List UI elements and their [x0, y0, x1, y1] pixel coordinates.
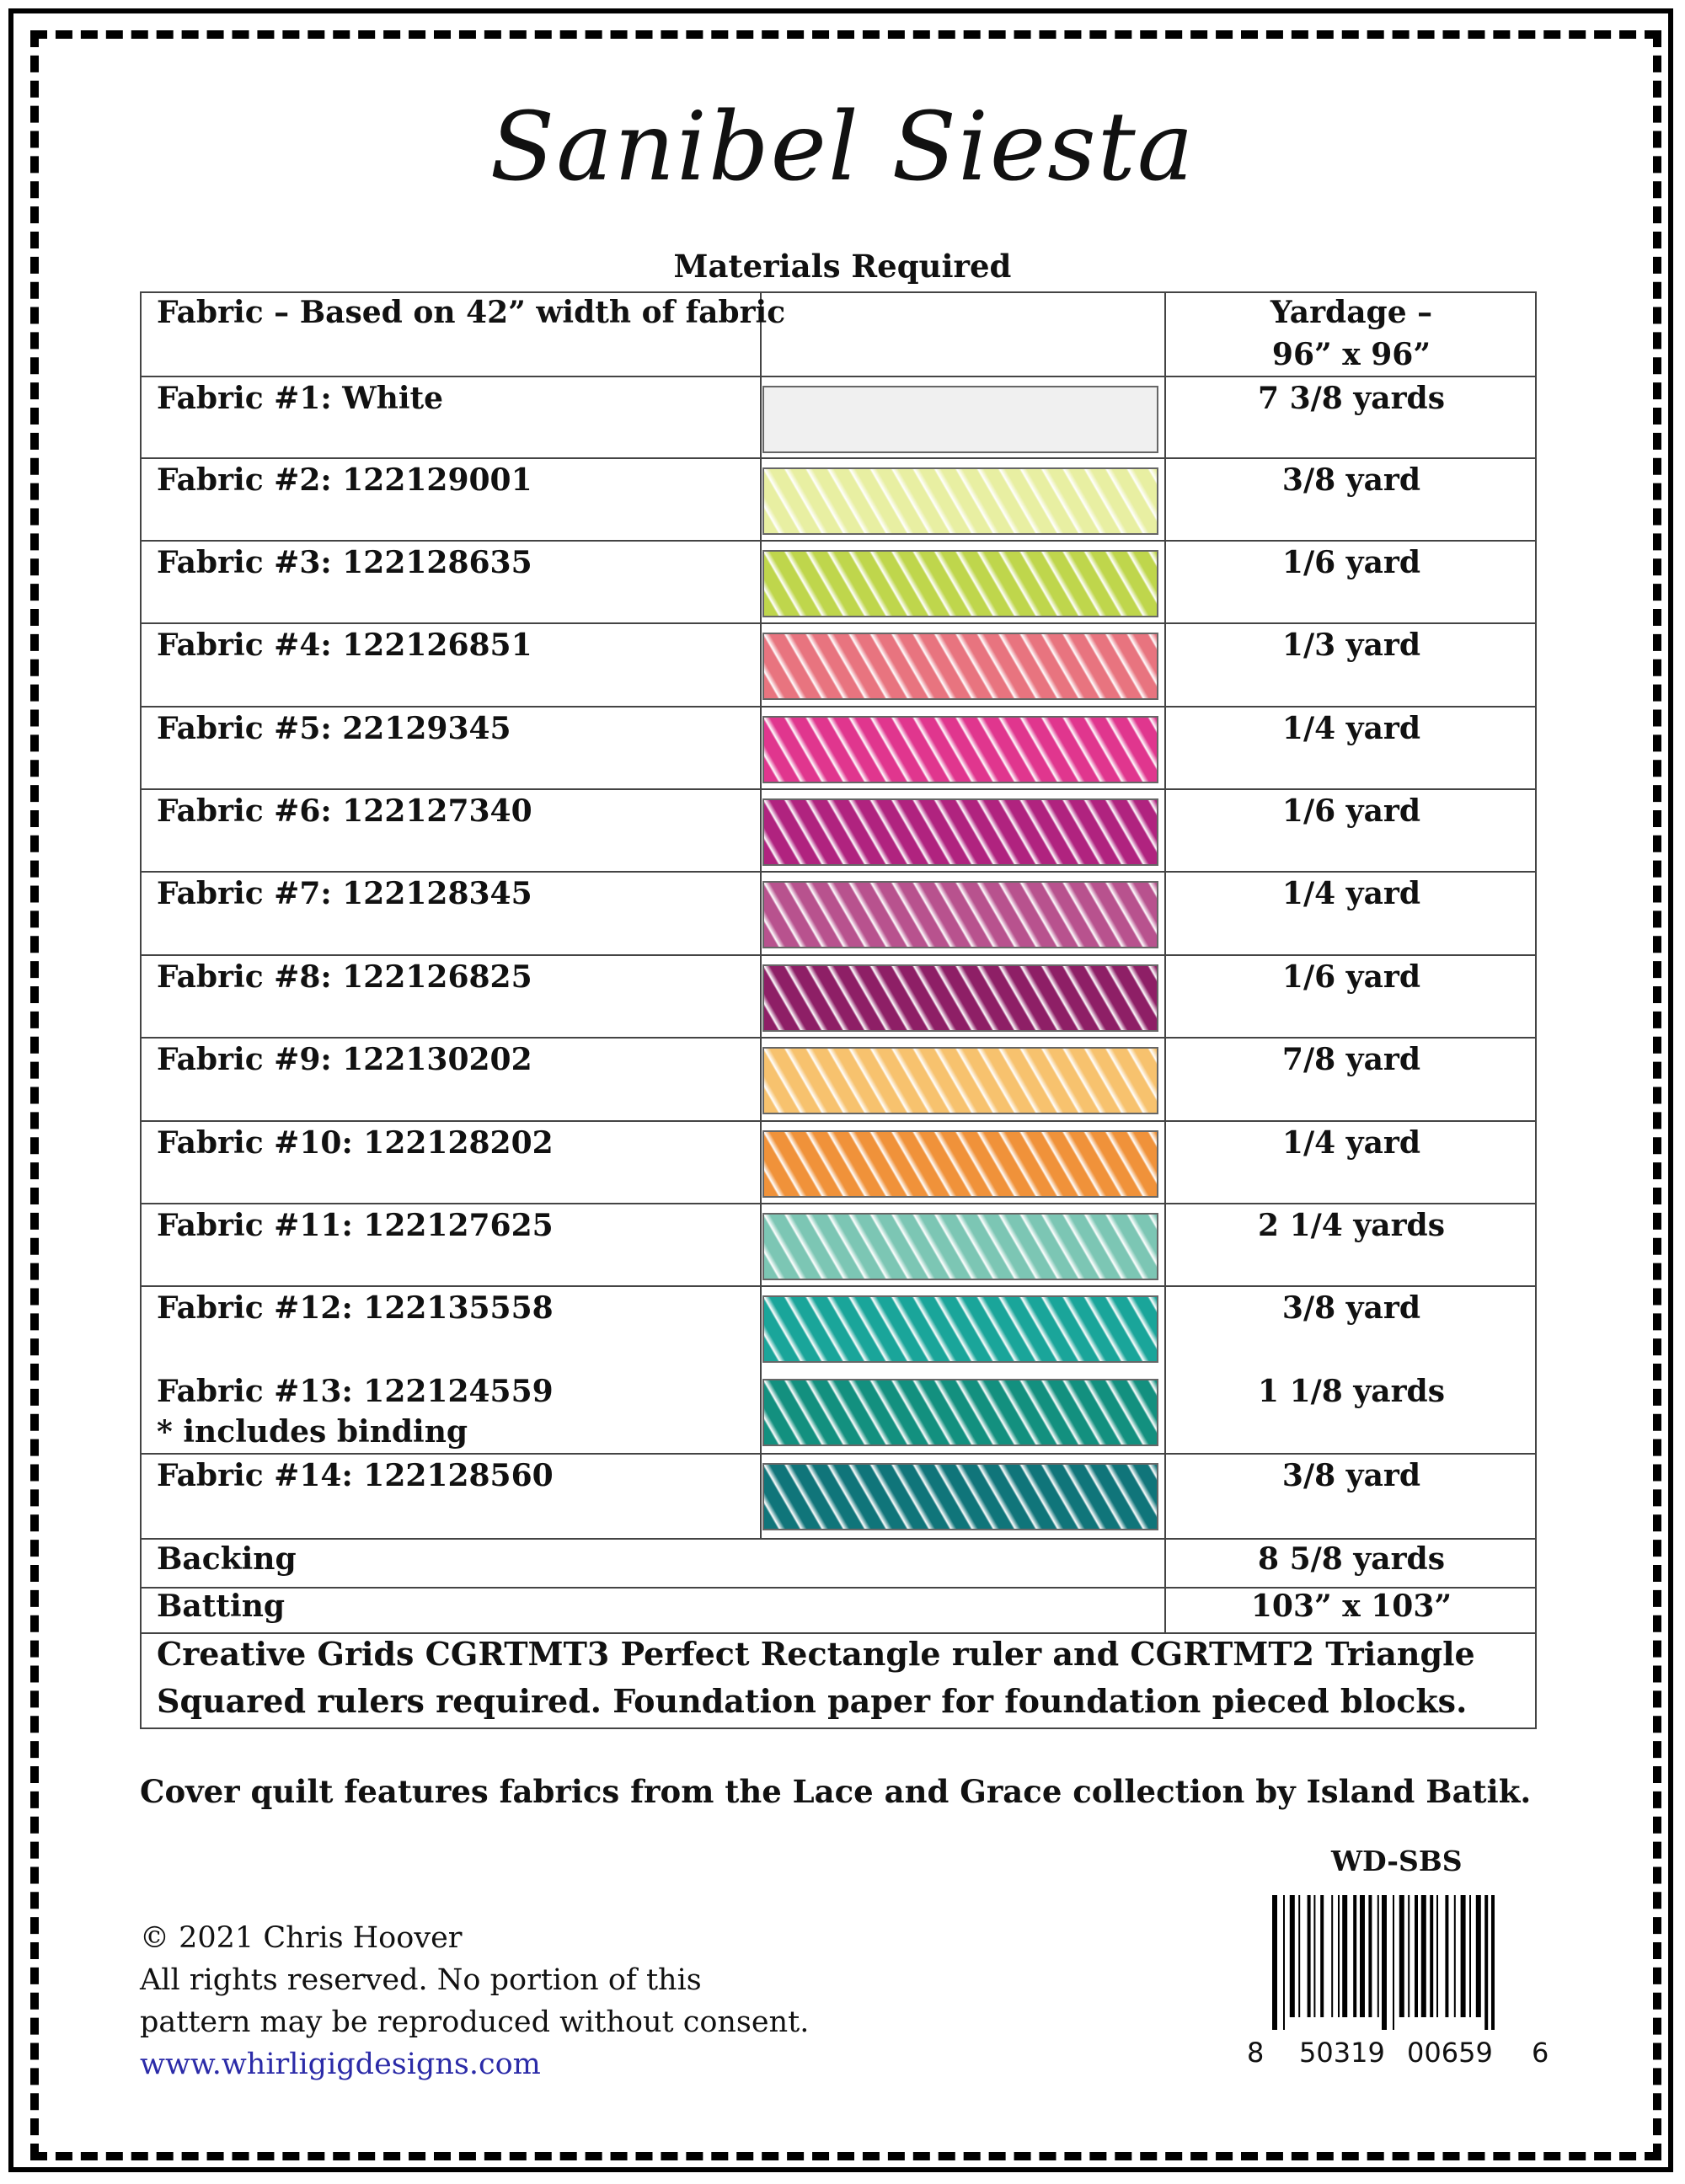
fabric-yardage: 1/4 yard — [1281, 711, 1421, 746]
page-title: Sanibel Siesta — [489, 93, 1196, 202]
barcode-bar — [1399, 1895, 1404, 2017]
fabric-label: Fabric #1: White — [157, 381, 444, 416]
table-rule — [140, 954, 1537, 956]
batting-label: Batting — [157, 1589, 286, 1624]
consent-line: pattern may be reproduced without consent. — [140, 2005, 810, 2039]
table-rule — [140, 1453, 1537, 1455]
fabric-yardage: 1/6 yard — [1281, 959, 1421, 995]
fabric-label: Fabric #8: 122126825 — [157, 959, 532, 995]
barcode-bar — [1415, 1895, 1418, 2017]
barcode-bar — [1461, 1895, 1466, 2017]
fabric-label: Fabric #10: 122128202 — [157, 1125, 554, 1161]
barcode-bar — [1272, 1895, 1277, 2030]
fabric-yardage: 3/8 yard — [1281, 1458, 1421, 1493]
fabric-yardage: 3/8 yard — [1281, 1290, 1421, 1326]
fabric-swatch — [762, 964, 1158, 1032]
fabric-label: Fabric #12: 122135558 — [157, 1290, 554, 1326]
barcode-bar — [1430, 1895, 1433, 2017]
barcode-bar — [1421, 1895, 1426, 2017]
fabric-swatch — [762, 881, 1158, 948]
fabric-label: Fabric #11: 122127625 — [157, 1208, 554, 1243]
barcode-bar — [1491, 1895, 1495, 2030]
barcode-bar — [1283, 1895, 1285, 2030]
table-rule — [140, 1285, 1537, 1287]
header-yardage-size: 96” x 96” — [1271, 337, 1431, 372]
barcode-bar — [1393, 1895, 1394, 2030]
barcode-bar — [1313, 1895, 1315, 2017]
barcode-bar — [1436, 1895, 1438, 2017]
backing-label: Backing — [157, 1541, 297, 1577]
table-divider — [760, 291, 762, 1540]
barcode-bar — [1445, 1895, 1448, 2017]
table-rule — [140, 622, 1537, 624]
barcode-bar — [1342, 1895, 1347, 2017]
barcode-bar — [1320, 1895, 1324, 2017]
table-rule — [140, 871, 1537, 873]
fabric-yardage: 7/8 yard — [1281, 1042, 1421, 1077]
barcode-bar — [1308, 1895, 1311, 2017]
cover-note: Cover quilt features fabrics from the Lace and Grace collection by Island Batik. — [140, 1773, 1532, 1810]
fabric-swatch — [762, 798, 1158, 866]
barcode-digit-last: 6 — [1532, 2037, 1549, 2069]
copyright-block — [140, 1917, 809, 2085]
copyright-line: © 2021 Chris Hoover — [140, 1921, 463, 1955]
fabric-yardage: 1/6 yard — [1281, 793, 1421, 829]
fabric-swatch — [762, 1295, 1158, 1363]
fabric-label: Fabric #5: 22129345 — [157, 711, 511, 746]
table-rule — [140, 706, 1537, 708]
barcode-bar — [1353, 1895, 1356, 2017]
barcode-bar — [1469, 1895, 1471, 2017]
table-rule — [140, 1037, 1537, 1039]
backing-yardage: 8 5/8 yards — [1257, 1541, 1445, 1577]
header-yardage: Yardage – — [1270, 295, 1433, 330]
barcode-bar — [1298, 1895, 1300, 2017]
fabric-label: Fabric #13: 122124559 — [157, 1374, 554, 1409]
fabric-swatch — [762, 467, 1158, 535]
barcode-bar — [1484, 1895, 1488, 2030]
fabric-swatch — [762, 1130, 1158, 1198]
fabric-yardage: 3/8 yard — [1281, 462, 1421, 498]
fabric-label: Fabric #6: 122127340 — [157, 793, 532, 829]
barcode-bar — [1377, 1895, 1379, 2017]
fabric-sublabel: * includes binding — [157, 1414, 468, 1450]
fabric-swatch — [762, 716, 1158, 783]
fabric-yardage: 1/3 yard — [1281, 627, 1421, 663]
barcode — [1264, 1895, 1542, 2030]
table-rule — [140, 376, 1537, 377]
barcode-digit-group1: 50319 — [1299, 2037, 1385, 2069]
barcode-bar — [1360, 1895, 1365, 2017]
table-rule — [140, 1203, 1537, 1204]
fabric-yardage: 7 3/8 yards — [1257, 381, 1445, 416]
barcode-digit-group2: 00659 — [1407, 2037, 1493, 2069]
fabric-label: Fabric #2: 122129001 — [157, 462, 532, 498]
fabric-label: Fabric #9: 122130202 — [157, 1042, 532, 1077]
fabric-label: Fabric #4: 122126851 — [157, 627, 532, 663]
barcode-bar — [1368, 1895, 1372, 2017]
rights-line: All rights reserved. No portion of this — [140, 1963, 702, 1997]
barcode-bar — [1331, 1895, 1333, 2017]
table-rule — [140, 1120, 1537, 1122]
barcode-bar — [1454, 1895, 1456, 2017]
barcode-bar — [1290, 1895, 1295, 2017]
rulers-note: Creative Grids CGRTMT3 Perfect Rectangle ruler and CGRTMT2 Triangle Squared rulers required. Foundation paper for foundation pieced blocks. — [157, 1635, 1475, 1720]
header-fabric: Fabric – Based on 42” width of fabric — [157, 295, 786, 330]
barcode-digit-first: 8 — [1247, 2037, 1265, 2069]
fabric-swatch — [762, 1379, 1158, 1446]
fabric-label: Fabric #7: 122128345 — [157, 876, 532, 911]
table-rule — [140, 788, 1537, 790]
fabric-swatch — [762, 550, 1158, 617]
fabric-yardage: 1 1/8 yards — [1257, 1374, 1445, 1409]
fabric-label: Fabric #3: 122128635 — [157, 545, 532, 580]
fabric-swatch — [762, 1213, 1158, 1280]
barcode-bar — [1338, 1895, 1340, 2017]
fabric-yardage: 2 1/4 yards — [1257, 1208, 1445, 1243]
fabric-label: Fabric #14: 122128560 — [157, 1458, 554, 1493]
sku-code: WD-SBS — [1331, 1845, 1463, 1877]
materials-heading: Materials Required — [673, 248, 1012, 285]
fabric-swatch — [762, 633, 1158, 700]
website-link[interactable]: www.whirligigdesigns.com — [140, 2048, 541, 2081]
fabric-yardage: 1/4 yard — [1281, 876, 1421, 911]
table-rule — [140, 540, 1537, 542]
barcode-bar — [1476, 1895, 1481, 2017]
fabric-yardage: 1/6 yard — [1281, 545, 1421, 580]
barcode-bar — [1382, 1895, 1387, 2030]
table-rule — [140, 457, 1537, 459]
fabric-swatch — [762, 386, 1158, 453]
fabric-swatch — [762, 1047, 1158, 1114]
fabric-swatch — [762, 1463, 1158, 1530]
fabric-yardage: 1/4 yard — [1281, 1125, 1421, 1161]
barcode-bar — [1408, 1895, 1410, 2017]
batting-size: 103” x 103” — [1250, 1589, 1452, 1624]
